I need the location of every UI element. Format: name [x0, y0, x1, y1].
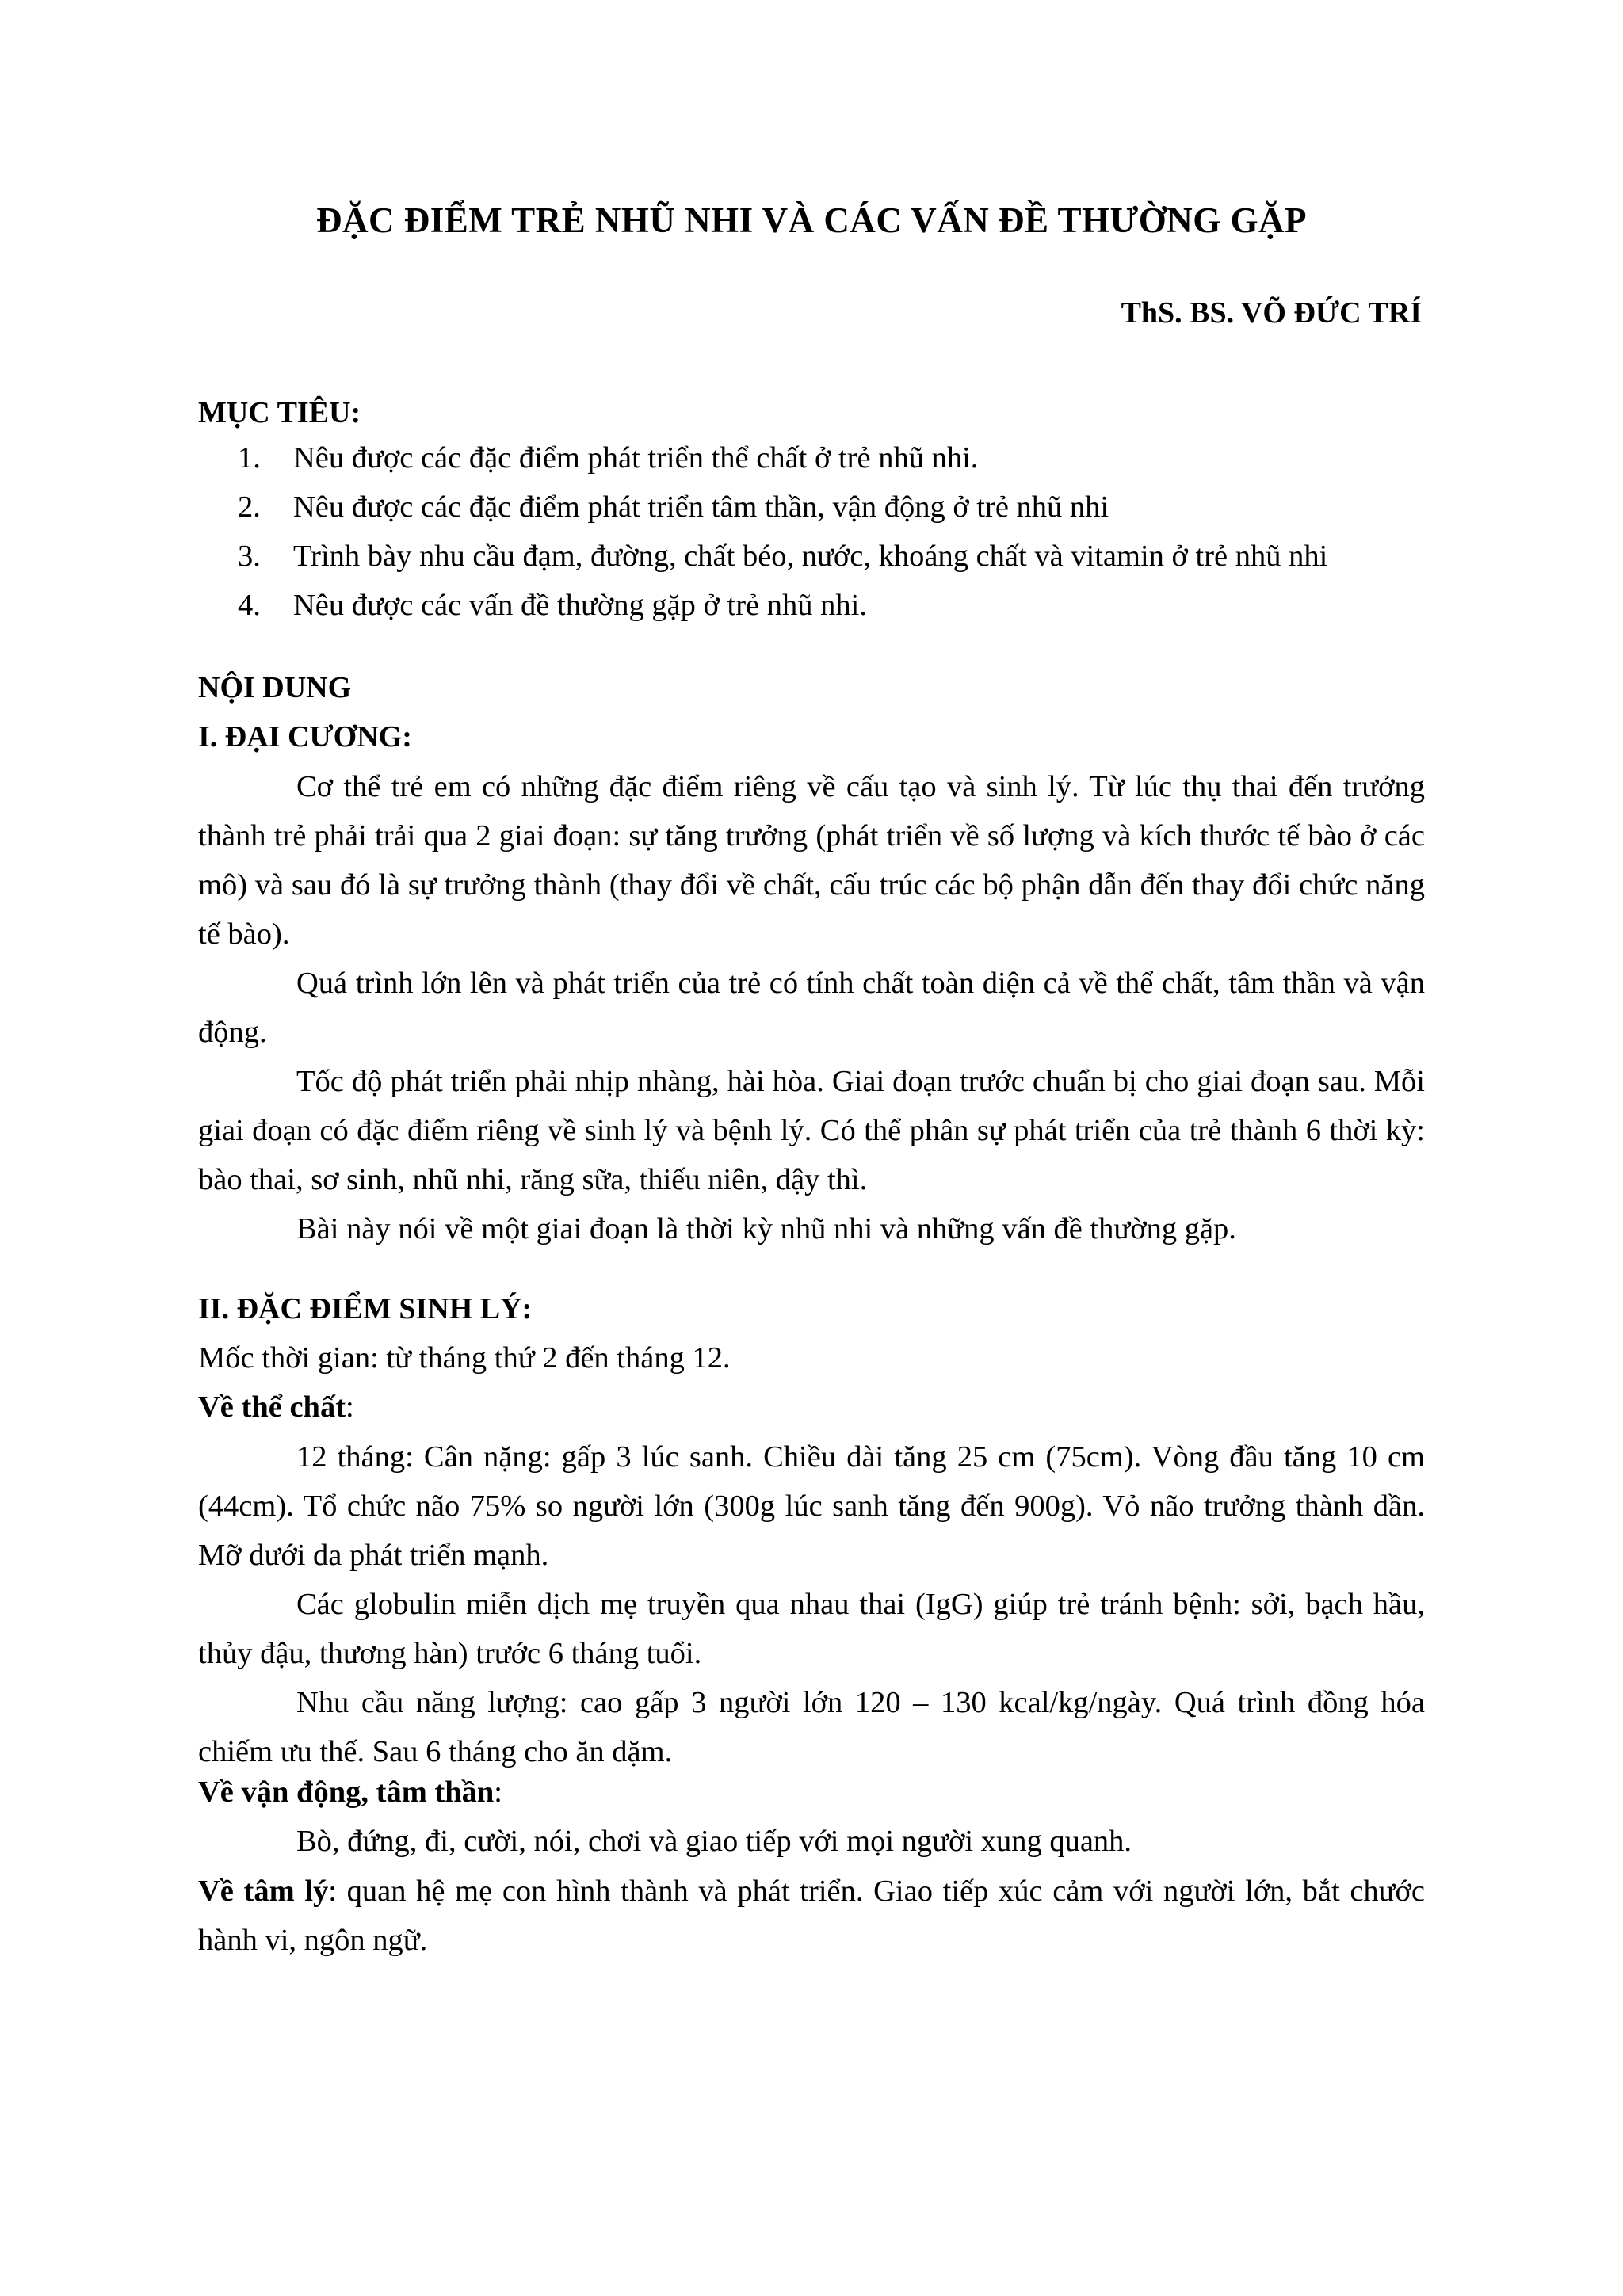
document-title: ĐẶC ĐIỂM TRẺ NHŨ NHI VÀ CÁC VẤN ĐỀ THƯỜNG GẶP — [315, 200, 1308, 240]
objective-number: 3. — [238, 540, 261, 573]
content-heading: NỘI DUNG — [198, 671, 352, 704]
section-heading-general: I. ĐẠI CƯƠNG: — [198, 720, 412, 753]
objective-text: Nêu được các vấn đề thường gặp ở trẻ nhũ nhi. — [293, 589, 867, 622]
paragraph: 12 tháng: Cân nặng: gấp 3 lúc sanh. Chiều dài tăng 25 cm (75cm). Vòng đầu tăng 10 cm (44cm). Tổ chức não 75% so người lớn (300g lúc sanh tăng đến 900g). Vỏ não trưởng thành dần. Mỡ dưới da phát triển mạnh. — [198, 1440, 1425, 1572]
paragraph: Bài này nói về một giai đoạn là thời kỳ nhũ nhi và những vấn đề thường gặp. — [296, 1212, 1236, 1245]
paragraph: Cơ thể trẻ em có những đặc điểm riêng về cấu tạo và sinh lý. Từ lúc thụ thai đến trưởng thành trẻ phải trải qua 2 giai đoạn: sự tăng trưởng (phát triển về số lượng và kích thước tế bào ở các mô) và sau đó là sự trưởng thành (thay đổi về chất, cấu trúc các bộ phận dẫn đến thay đổi chức năng tế bào). — [198, 770, 1425, 951]
motor-label: Về vận động, tâm thần — [198, 1775, 495, 1809]
physical-subheading — [198, 1387, 354, 1427]
objective-text: Nêu được các đặc điểm phát triển thể chất ở trẻ nhũ nhi. — [293, 441, 979, 475]
physical-colon: : — [346, 1390, 354, 1424]
objectives-heading: MỤC TIÊU: — [198, 396, 361, 429]
paragraph: Các globulin miễn dịch mẹ truyền qua nhau thai (IgG) giúp trẻ tránh bệnh: sởi, bạch hầu, thủy đậu, thương hàn) trước 6 tháng tuổi. — [198, 1588, 1425, 1670]
motor-colon: : — [494, 1775, 502, 1809]
objective-text: Trình bày nhu cầu đạm, đường, chất béo, nước, khoáng chất và vitamin ở trẻ nhũ nhi — [293, 540, 1328, 573]
objective-item — [238, 487, 1109, 527]
paragraph: Tốc độ phát triển phải nhịp nhàng, hài hòa. Giai đoạn trước chuẩn bị cho giai đoạn sau. Mỗi giai đoạn có đặc điểm riêng về sinh lý và bệnh lý. Có thể phân sự phát triển của trẻ thành 6 thời kỳ: bào thai, sơ sinh, nhũ nhi, răng sữa, thiếu niên, dậy thì. — [198, 1065, 1425, 1196]
objective-number: 4. — [238, 589, 261, 622]
motor-text: Bò, đứng, đi, cười, nói, chơi và giao tiếp với mọi người xung quanh. — [296, 1825, 1132, 1858]
objective-number: 1. — [238, 441, 261, 475]
objective-item — [238, 438, 978, 478]
objective-item — [238, 585, 867, 625]
objective-number: 2. — [238, 490, 261, 524]
paragraph: Nhu cầu năng lượng: cao gấp 3 người lớn 120 – 130 kcal/kg/ngày. Quá trình đồng hóa chiếm ưu thế. Sau 6 tháng cho ăn dặm. — [198, 1686, 1425, 1768]
objective-item — [238, 536, 1327, 576]
section-heading-physiology: II. ĐẶC ĐIỂM SINH LÝ: — [198, 1292, 533, 1325]
author-name: ThS. BS. VÕ ĐỨC TRÍ — [1121, 296, 1422, 330]
paragraph: Quá trình lớn lên và phát triển của trẻ có tính chất toàn diện cả về thể chất, tâm thần và vận động. — [198, 967, 1425, 1049]
physical-label: Về thể chất — [198, 1390, 346, 1424]
psych-paragraph — [198, 1867, 1425, 1965]
timeframe-text: Mốc thời gian: từ tháng thứ 2 đến tháng 12. — [198, 1341, 731, 1375]
psych-text: : quan hệ mẹ con hình thành và phát triển. Giao tiếp xúc cảm với người lớn, bắt chước hành vi, ngôn ngữ. — [198, 1875, 1425, 1957]
motor-subheading — [198, 1772, 502, 1812]
psych-label: Về tâm lý — [198, 1875, 329, 1908]
objective-text: Nêu được các đặc điểm phát triển tâm thần, vận động ở trẻ nhũ nhi — [293, 490, 1109, 524]
